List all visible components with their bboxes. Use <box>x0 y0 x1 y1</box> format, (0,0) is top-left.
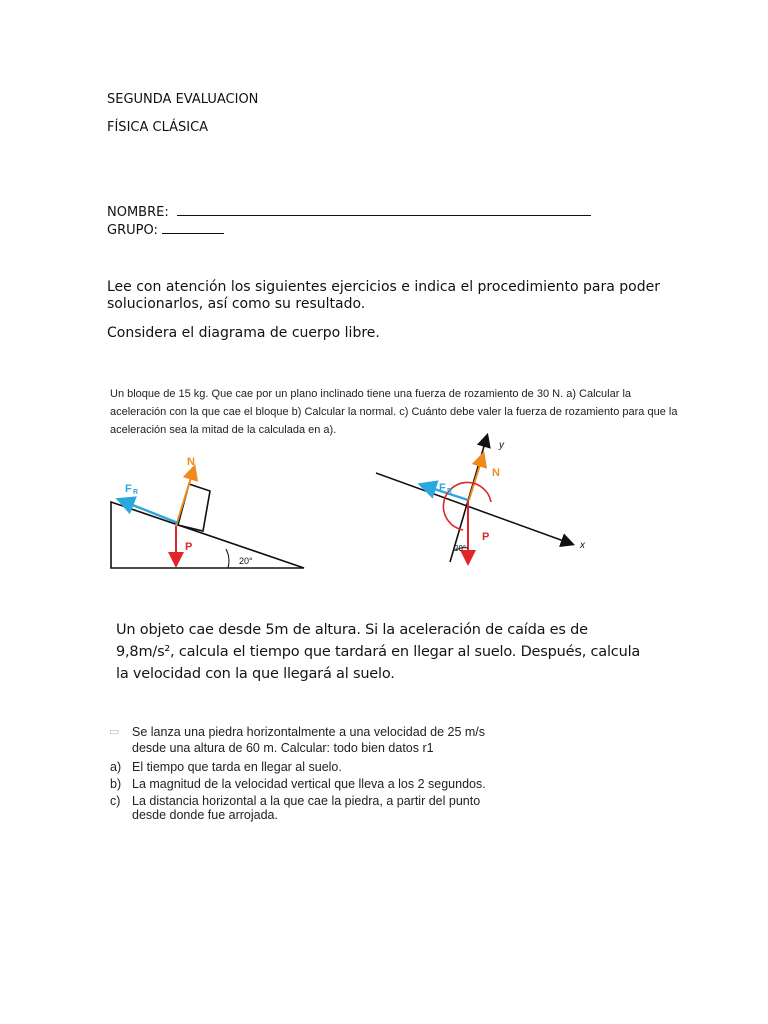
label-normal: N <box>187 456 195 468</box>
instructions-line-1: Lee con atención los siguientes ejercicios e indica el procedimiento para poder <box>107 279 661 295</box>
problem3-item-c-continued: desde donde fue arrojada. <box>132 808 278 822</box>
incline-plane <box>111 502 304 568</box>
normal-force-arrow-2 <box>469 455 483 500</box>
problem1-line-1: Un bloque de 15 kg. Que cae por un plano inclinado tiene una fuerza de rozamiento de 30 N. a) Calcular la <box>110 388 632 400</box>
item-b-label: b) <box>110 777 122 791</box>
problem3-item-c <box>110 794 481 808</box>
exam-subject: FÍSICA CLÁSICA <box>107 120 209 135</box>
angle-arc <box>226 549 229 568</box>
problem3-item-b <box>110 777 486 791</box>
axes-diagram <box>376 436 586 562</box>
label-friction-sub: R <box>133 489 139 496</box>
item-a-label: a) <box>110 760 122 774</box>
label-friction-sub-2: R <box>447 488 453 495</box>
friction-force-arrow <box>120 500 178 523</box>
label-x: x <box>580 540 585 551</box>
label-weight: P <box>185 541 193 553</box>
list-number-faded: ▭ <box>109 725 120 738</box>
block <box>178 484 210 531</box>
problem2-line-3: la velocidad con la que llegará al suelo. <box>116 666 395 682</box>
name-field-row <box>107 205 591 220</box>
instructions-line-3: Considera el diagrama de cuerpo libre. <box>107 325 380 341</box>
group-label: GRUPO: <box>107 223 158 238</box>
name-label: NOMBRE: <box>107 205 169 220</box>
item-c-label: c) <box>110 794 121 808</box>
label-angle-2: 20° <box>454 544 467 553</box>
label-normal-2: N <box>492 467 500 479</box>
label-friction-2: F <box>439 482 446 494</box>
incline-diagram <box>111 456 304 568</box>
label-y: y <box>499 440 504 451</box>
problem3-intro-1: Se lanza una piedra horizontalmente a una velocidad de 25 m/s <box>132 725 486 739</box>
group-field-row <box>107 223 224 238</box>
exam-title: SEGUNDA EVALUACION <box>107 92 259 107</box>
problem1-line-2: aceleración con la que cae el bloque b) Calcular la normal. c) Cuánto debe valer la fuerza de rozamiento para que la <box>110 406 678 418</box>
name-blank-line <box>177 205 591 216</box>
label-weight-2: P <box>482 531 490 543</box>
problem2-line-1: Un objeto cae desde 5m de altura. Si la aceleración de caída es de <box>116 622 588 638</box>
item-b-text: La magnitud de la velocidad vertical que lleva a los 2 segundos. <box>132 777 486 791</box>
item-c-text: La distancia horizontal a la que cae la piedra, a partir del punto <box>132 794 481 808</box>
item-a-text: El tiempo que tarda en llegar al suelo. <box>132 760 342 774</box>
instructions-line-2: solucionarlos, así como su resultado. <box>107 296 366 312</box>
problem1-line-3: aceleración sea la mitad de la calculada en a). <box>110 424 337 436</box>
problem3-item-a <box>110 760 342 774</box>
group-blank-line <box>162 223 224 234</box>
problem3-intro-2: desde una altura de 60 m. Calcular: todo bien datos r1 <box>132 741 434 755</box>
problem2-line-2: 9,8m/s², calcula el tiempo que tardará en llegar al suelo. Después, calcula <box>116 644 641 660</box>
label-friction: F <box>125 483 132 495</box>
label-angle: 20° <box>239 556 253 566</box>
free-body-diagrams <box>100 430 620 575</box>
